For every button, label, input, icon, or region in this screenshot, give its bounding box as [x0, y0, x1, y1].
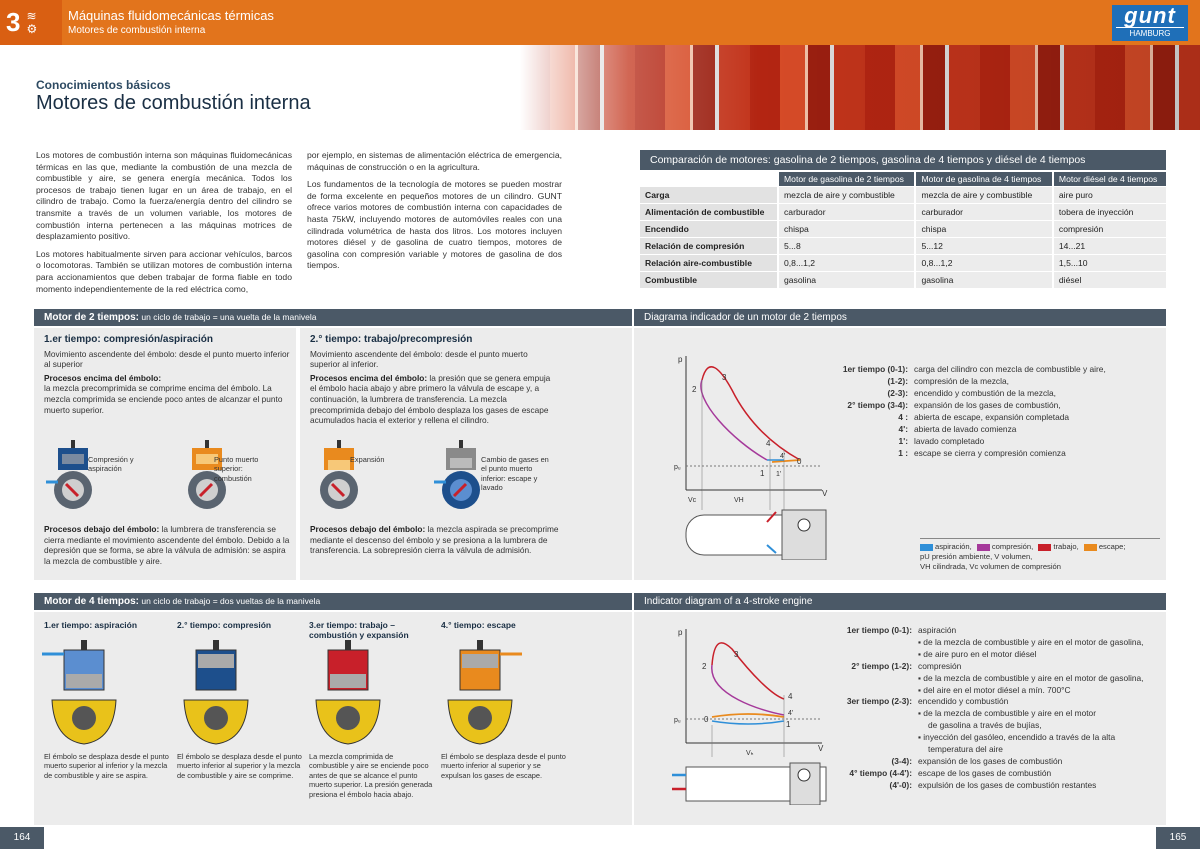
four-stroke-title-4: 4.° tiempo: escape	[441, 620, 516, 630]
svg-text:V: V	[818, 744, 824, 753]
engine-illustration	[42, 640, 116, 744]
svg-text:1: 1	[786, 720, 791, 729]
diagram2-color-key: aspiración, compresión, trabajo, escape; pU presión ambiente, V volumen, VH cilindrada, Vc volumen de compresión	[920, 538, 1160, 572]
diagram2-legend: 1er tiempo (0-1): carga del cilindro con mezcla de combustible y aire, (1-2): compresión de la mezcla, (2-3): encendido y combustión de la mezcla, 2° tiempo (3-4): expansión de los gases de combustión, 4 : abierta de escape, expansión completada 4': abierta de lavado comienza 1': lavado completado 1 : escape se cierra y compresión comienza	[842, 364, 1106, 458]
four-stroke-title-2: 2.° tiempo: compresión	[177, 620, 272, 630]
engine-illustration	[434, 440, 480, 509]
svg-text:4: 4	[788, 692, 793, 701]
engine-illustration	[448, 640, 522, 744]
section-kicker: Conocimientos básicos	[36, 78, 171, 92]
four-stroke-illustrations	[36, 640, 596, 750]
table-row: Combustible gasolina gasolina diésel	[640, 271, 1166, 288]
four-stroke-title-3: 3.er tiempo: trabajo – combustión y expansión	[309, 620, 409, 640]
svg-text:2: 2	[692, 385, 697, 394]
svg-text:p: p	[678, 628, 683, 637]
turbine-photo	[520, 45, 1200, 130]
indicator-diagram-4-stroke	[672, 625, 834, 805]
svg-text:0: 0	[704, 715, 709, 724]
two-stroke-step-1: 1.er tiempo: compresión/aspiración Movimiento ascendente del émbolo: desde el punto muerto inferior al superior Procesos encima del émbolo: la mezcla precomprimida se comprime encima del émbolo. La mezcla comprimida se enciende poco antes de alcanzar el punto muerto superior.	[44, 334, 290, 415]
column-header: Motor diésel de 4 tiempos	[1053, 172, 1166, 186]
diagram2-section-header: Diagrama indicador de un motor de 2 tiempos	[634, 309, 1166, 326]
steam-gear-icon: ≋ ⚙	[26, 8, 38, 36]
intro-left: Los motores de combustión interna son máquinas fluidomecánicas térmicas en las que, mediante la combustión de una mezcla de combustible y aire, se genera energía mecánica. Todos los procesos de trabajo tienen lugar en un área de trabajo, en el cilindro de trabajo. Como la fuerza/energía dentro del cilindro se transmite a través de un volumen variable, los motores de combustión interna pertenecen a las máquinas motrices de desplazamiento positivo. Los motores habitualmente sirven para accionar vehículos, barcos o locomotoras. También se utilizan motores de combustión interna para accionamientos que deben trabajar de forma fiable en todo momento independientemente de la red eléctrica como,	[36, 150, 292, 294]
chapter-badge	[0, 0, 62, 45]
caption: Cambio de gases en el punto muerto inferior: escape y lavado	[481, 455, 549, 493]
page-title: Motores de combustión interna	[36, 92, 311, 114]
four-stroke-caption-4: El émbolo se desplaza desde el punto muerto inferior al superior y se expulsan los gases de escape.	[441, 752, 566, 780]
intro-right: por ejemplo, en sistemas de alimentación eléctrica de emergencia, máquinas de construcción o en la agricultura. Los fundamentos de la tecnología de motores se pueden mostrar de forma excelente en pequeños motores de un cilindro. GUNT ofrece varios motores de combustión interna con capacidades de hasta 75kW, incluyendo motores de automóviles reales con una cilindrada volumétrica de hasta dos litros. Los motores incluyen motores diésel y de gasolina de cuatro tiempos, motores de gasolina con compresión variable y motores de gasolina de dos tiempos.	[307, 150, 562, 271]
page-number-left: 164	[0, 827, 44, 849]
caption: Compresión y aspiración	[88, 455, 134, 474]
comparison-table	[640, 172, 1166, 288]
engine-illustration	[46, 440, 92, 509]
engine-illustration	[316, 640, 380, 744]
indicator-diagram-2-stroke	[672, 350, 834, 560]
two-stroke-below-2: Procesos debajo del émbolo: la mezcla aspirada se precomprime mediante el descenso del émbolo y se presiona a la lumbrera de transferencia. La sobrepresión cierra la válvula de admisión.	[310, 524, 559, 556]
svg-text:pᵤ: pᵤ	[674, 464, 681, 471]
header-subtitle: Motores de combustión interna	[68, 25, 206, 36]
svg-text:Vₕ: Vₕ	[746, 750, 754, 757]
svg-text:p: p	[678, 355, 683, 364]
caption: Punto muerto superior: combustión	[214, 455, 259, 483]
diagram4-legend: 1er tiempo (0-1): aspiración ▪ de la mezcla de combustible y aire en el motor de gasolina, ▪ de aire puro en el motor diésel 2° tiempo (1-2): compresión ▪ de la mezcla de combustible y aire en el motor de gasolina, ▪ del aire en el motor diésel a mín. 700°C 3er tiempo (2-3): encendido y combustión ▪ de la mezcla de combustible y aire en el motor de gasolina a través de bujías, ▪ inyección del gasóleo, encendido a través de la alta temperatura del aire (3-4): expansión de los gases de combustión 4° tiempo (4-4'): escape de los gases de combustión (4'-0): expulsión de los gases de combustión restantes	[846, 625, 1144, 790]
two-stroke-step-2: 2.° tiempo: trabajo/precompresión Movimiento ascendente del émbolo: desde el punto muerto superior al inferior. Procesos encima del émbolo: la presión que se genera empuja el émbolo hacia abajo y abre primero la válvula de escape y, a continuación, la lumbrera de transferencia. La mezcla precomprimida debajo del émbolo desplaza los gases de escape acumulados hacia el exterior y rellena el cilindro.	[310, 334, 551, 426]
gunt-logo[interactable]: gunt HAMBURG	[1112, 5, 1188, 41]
four-stroke-section-header: Motor de 4 tiempos: un ciclo de trabajo = dos vueltas de la manivela	[34, 593, 632, 610]
svg-text:VH: VH	[734, 497, 744, 504]
svg-text:1: 1	[760, 469, 765, 478]
svg-text:4': 4'	[780, 453, 786, 460]
four-stroke-caption-1: El émbolo se desplaza desde el punto muerto superior al inferior y la mezcla de combustible y aire se aspira.	[44, 752, 169, 780]
svg-text:3: 3	[722, 373, 727, 382]
svg-text:V: V	[822, 489, 828, 498]
two-stroke-section-header: Motor de 2 tiempos: un ciclo de trabajo = una vuelta de la manivela	[34, 309, 632, 326]
svg-text:0: 0	[797, 457, 802, 466]
svg-text:pᵤ: pᵤ	[674, 717, 681, 724]
svg-text:4': 4'	[788, 710, 794, 717]
engine-illustration	[184, 640, 248, 744]
engine-illustration	[320, 440, 358, 509]
table-row: Encendido chispa chispa compresión	[640, 220, 1166, 237]
svg-text:Vc: Vc	[688, 497, 697, 504]
four-stroke-caption-2: El émbolo se desplaza desde el punto muerto inferior al superior y la mezcla de combustible y aire se comprime.	[177, 752, 302, 780]
diagram4-section-header: Indicator diagram of a 4-stroke engine	[634, 593, 1166, 610]
table-row: Alimentación de combustible carburador carburador tobera de inyección	[640, 203, 1166, 220]
four-stroke-title-1: 1.er tiempo: aspiración	[44, 620, 138, 630]
comparison-title: Comparación de motores: gasolina de 2 tiempos, gasolina de 4 tiempos y diésel de 4 tiempos	[640, 150, 1166, 170]
table-row: Relación de compresión 5...8 5...12 14...21	[640, 237, 1166, 254]
svg-text:4: 4	[766, 439, 771, 448]
page-number-right: 165	[1156, 827, 1200, 849]
svg-text:2: 2	[702, 662, 707, 671]
column-header: Motor de gasolina de 2 tiempos	[778, 172, 915, 186]
two-stroke-below-1: Procesos debajo del émbolo: la lumbrera de transferencia se cierra mediante el movimiento ascendente del émbolo. Debido a la depresión que se forma, se abre la válvula de admisión: se aspira la mezcla de combustible y aire.	[44, 524, 290, 566]
svg-text:3: 3	[734, 650, 739, 659]
svg-text:1': 1'	[776, 471, 782, 478]
header-title: Máquinas fluidomecánicas térmicas	[68, 8, 274, 23]
table-row: Carga mezcla de aire y combustible mezcla de aire y combustible aire puro	[640, 186, 1166, 203]
table-row: Relación aire-combustible 0,8...1,2 0,8...1,2 1,5...10	[640, 254, 1166, 271]
four-stroke-caption-3: La mezcla comprimida de combustible y aire se enciende poco antes de que se alcance el punto muerto superior. La presión generada presiona el émbolo hacia abajo.	[309, 752, 433, 799]
chapter-number: 3	[6, 7, 21, 37]
caption: Expansión	[350, 455, 385, 464]
column-header: Motor de gasolina de 4 tiempos	[915, 172, 1052, 186]
